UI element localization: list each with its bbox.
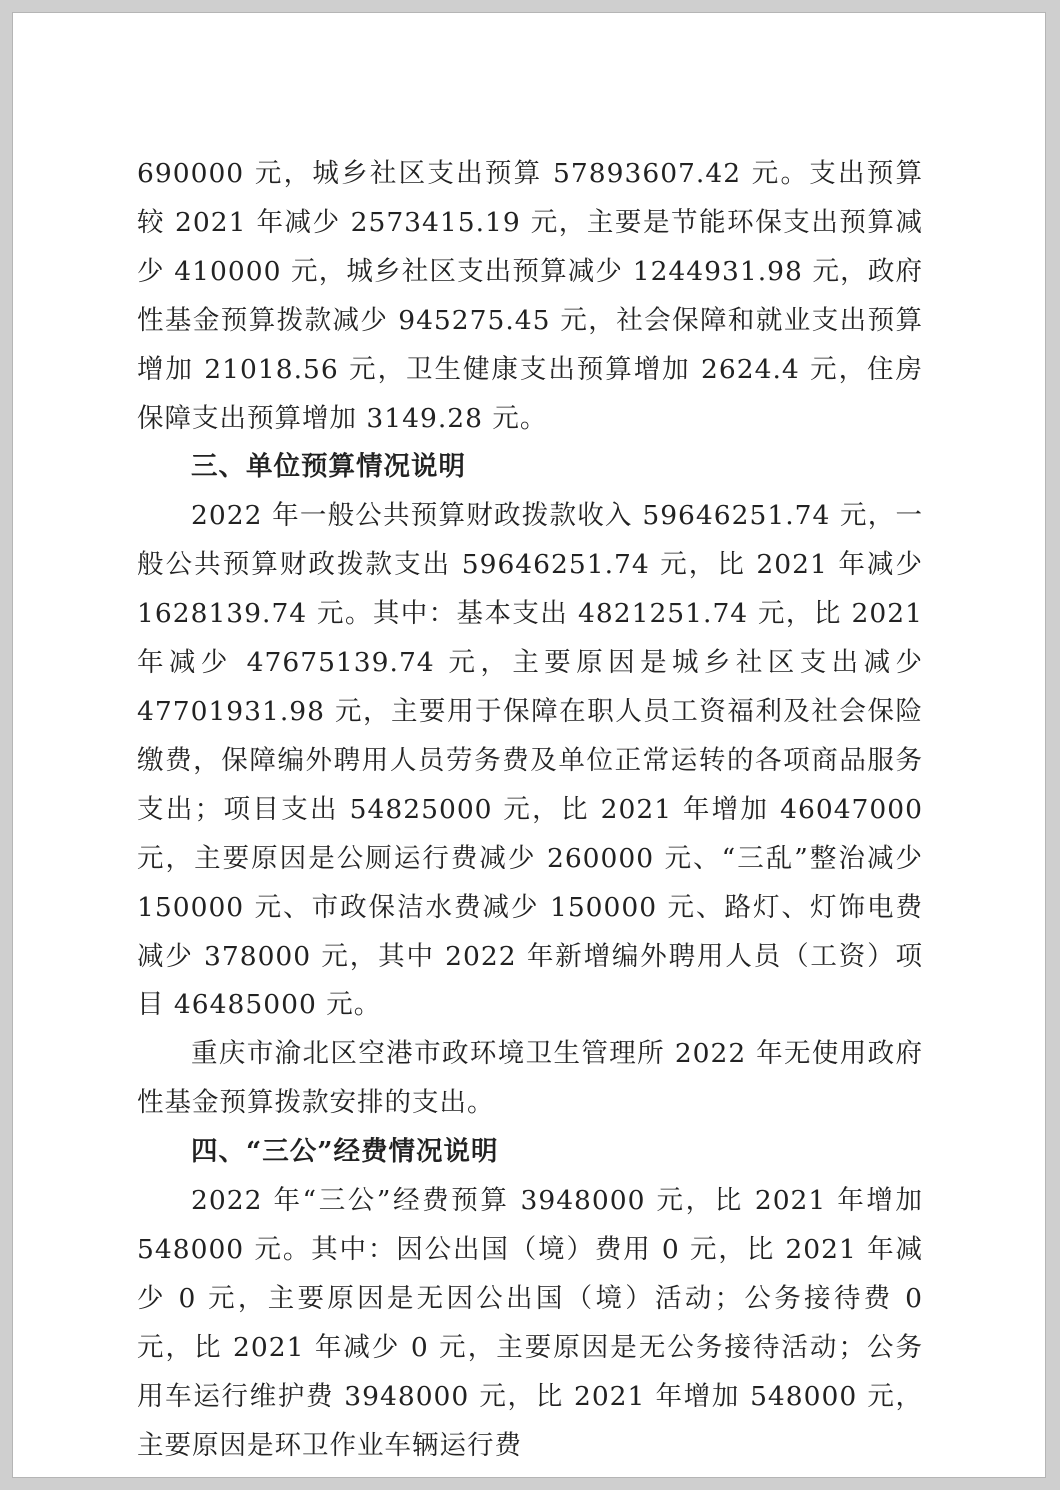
paragraph-government-fund: 重庆市渝北区空港市政环境卫生管理所 2022 年无使用政府性基金预算拨款安排的支出。 [137,1038,923,1119]
paragraph-general-budget: 2022 年一般公共预算财政拨款收入 59646251.74 元，一般公共预算财政拨款支出 59646251.74 元，比 2021 年减少 1628139.74 元。其中：基本支出 4821251.74 元，比 2021 年减少 47675139.74 元，主要原因是城乡社区支出减少 47701931.98 元，主要用于保障在职人员工资福利及社会保险缴费，保障编外聘用人员劳务费及单位正常运转的各项商品服务支出；项目支出 54825000 元，比 2021 年增加 46047000 元，主要原因是公厕运行费减少 260000 元、“三乱”整治减少 150000 元、市政保洁水费减少 150000 元、路灯、灯饰电费减少 378000 元，其中 2022 年新增编外聘用人员（工资）项目 46485000 元。 [137,500,923,1021]
document-page [12,12,1046,1478]
paragraph-expenditure-continued: 690000 元，城乡社区支出预算 57893607.42 元。支出预算较 2021 年减少 2573415.19 元，主要是节能环保支出预算减少 410000 元，城乡社区支出预算减少 1244931.98 元，政府性基金预算拨款减少 945275.45 元，社会保障和就业支出预算增加 21018.56 元，卫生健康支出预算增加 2624.4 元，住房保障支出预算增加 3149.28 元。 [137,158,923,434]
section-heading-unit-budget: 三、单位预算情况说明 [191,451,466,483]
paragraph-three-public-expenses: 2022 年“三公”经费预算 3948000 元，比 2021 年增加 548000 元。其中：因公出国（境）费用 0 元，比 2021 年减少 0 元，主要原因是无因公出国（境）活动；公务接待费 0 元，比 2021 年减少 0 元，主要原因是无公务接待活动；公务用车运行维护费 3948000 元，比 2021 年增加 548000 元，主要原因是环卫作业车辆运行费 [137,1185,923,1461]
section-heading-three-public: 四、“三公”经费情况说明 [191,1136,499,1168]
document-body [137,150,923,1470]
